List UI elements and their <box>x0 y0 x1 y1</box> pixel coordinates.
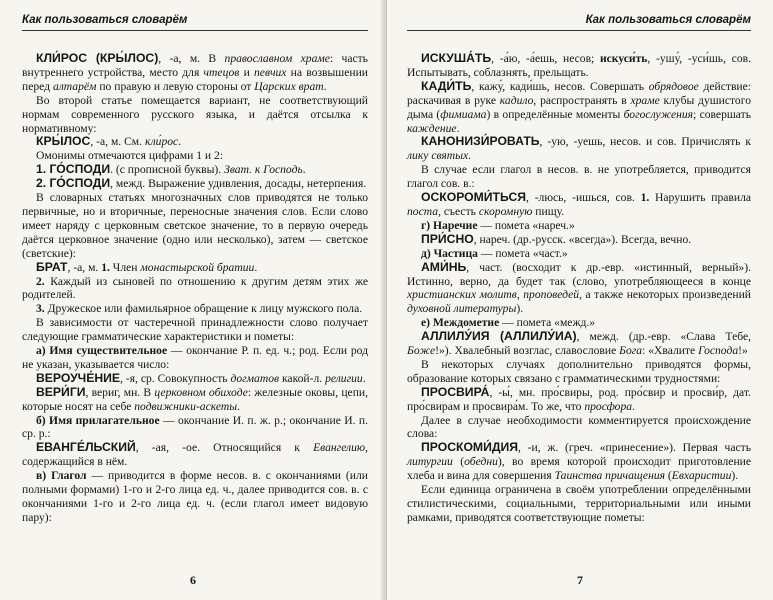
paragraph: В зависимости от частеречной принадлежности слово получает следующие грамматические характеристики и пометы: <box>22 316 368 344</box>
left-page-text <box>22 52 368 525</box>
running-header-right: Как пользоваться словарём <box>407 10 751 31</box>
entry-kanonizirovat: КАНОНИЗИ́РОВАТЬ, -ую, -уешь, несов. и сов. Причислять к лику святых. <box>407 134 751 163</box>
paragraph: Омонимы отмечаются цифрами 1 и 2: <box>36 149 224 163</box>
page-number-right: 7 <box>577 573 583 587</box>
paragraph: Во второй статье помещается вариант, не соответствующий нормам современного русского языка, и даётся отсылка к нормативному: <box>22 93 368 135</box>
entry-alliluiya: АЛЛИЛУ́ИЯ (АЛЛИЛУ́ИА), межд. (др.-евр. «Слава Тебе, Боже!»). Хвалебный возглас, славословие Бога: «Хвалите Господа!» <box>407 329 752 358</box>
entry-veroucheniye: ВЕРОУЧЕ́НИЕ, -я, ср. Совокупность догматов какой-л. религии. <box>36 370 366 385</box>
entry-prosvira: ПРОСВИРА́, -ы́, мн. про́свиры, род. про́свир и просви́р, дат. про́свирам и просвира́м. То же, что просфора. <box>407 384 751 413</box>
entry-proskomidiya: ПРОСКОМИ́ДИЯ, -и, ж. (греч. «принесение»). Первая часть литургии (обедни), во время которой происходит приготовление хлеба и вина для совершения Таинства причащения (Евхаристии). <box>407 440 751 483</box>
pos-interjection: е) Междометие — помета «межд.» <box>421 316 596 330</box>
right-page-text <box>407 52 751 525</box>
paragraph: В некоторых случаях дополнительно приводятся формы, образование которых связано с грамматическими трудностями: <box>407 357 751 385</box>
paragraph: В словарных статьях многозначных слов приводятся не только первичные, но и вторичные, переносные значения слов. Если слово имеет наряду с церковным светское значение, то в первую очередь даётся церковное значение (одно или несколько), затем — светское (светские): <box>22 191 368 260</box>
entry-amin: АМИ́НЬ, част. (восходит к др.-евр. «истинный, верный»). Истинно, верно, да будет так (слово, употребляющееся в конце христианских молитв, проповедей, а также некоторых произведений духовной литературы). <box>407 259 751 316</box>
entry-brat-sense-3: 3. Дружеское или фамильярное обращение к лицу мужского пола. <box>36 302 363 316</box>
pos-adjective: б) Имя прилагательное — окончание И. п. ж. р.; окончание И. п. ср. р.: <box>22 413 368 441</box>
pos-verb: в) Глагол — приводится в форме несов. в. с окончаниями (или полными формами) 1-го и 2-го лица ед. ч., далее приводится сов. в. с окончаниями 1-го и 2-го лица ед. ч. (если глагол имеет видовую пару): <box>22 469 368 524</box>
right-page <box>387 0 773 600</box>
page-number-left: 6 <box>190 573 196 587</box>
entry-verigi: ВЕРИ́ГИ, вериг, мн. В церковном обиходе: железные оковы, цепи, которые носят на себе подвижники-аскеты. <box>22 384 368 413</box>
entry-gospodi-2: 2. ГО́СПОДИ, межд. Выражение удивления, досады, нетерпения. <box>36 176 367 191</box>
entry-brat-sense-2: 2. Каждый из сыновей по отношению к другим детям этих же родителей. <box>22 274 368 302</box>
entry-krylos: КРЫ́ЛОС, -а, м. См. кли́рос. <box>36 134 182 149</box>
pos-noun: а) Имя существительное — окончание Р. п. ед. ч.; род. Если род не указан, указывается число: <box>22 344 368 371</box>
paragraph: Далее в случае необходимости комментируется происхождение слова: <box>407 413 751 441</box>
entry-prisno: ПРИ́СНО, нареч. (др.-русск. «всегда»). Всегда, вечно. <box>421 231 692 246</box>
pos-adverb: г) Наречие — помета «нареч.» <box>421 218 575 232</box>
pos-particle: д) Частица — помета «част.» <box>421 246 568 260</box>
running-header-left: Как пользоваться словарём <box>22 10 368 31</box>
entry-iskushat: ИСКУША́ТЬ, -а́ю, -а́ешь, несов; искуси́ть, -ушу́, -уси́шь, сов. Испытывать, соблазнять, прельщать. <box>407 51 751 79</box>
entry-kadit: КАДИ́ТЬ, кажу́, кади́шь, несов. Совершать обрядовое действие: раскачивая в руке кадило, распространять в храме клубы душистого дыма (фимиама) в определённые моменты богослужения; совершать каждение. <box>407 78 751 135</box>
entry-brat: БРАТ, -а, м. 1. Член монастырской братии. <box>36 259 258 274</box>
left-page <box>0 0 386 600</box>
entry-gospodi-1: 1. ГО́СПОДИ. (с прописной буквы). Зват. к Господь. <box>36 162 306 177</box>
paragraph: Если единица ограничена в своём употреблении определёнными стилистическими, социальными, территориальными или иными рамками, приводятся соответствующие пометы: <box>407 483 751 524</box>
entry-oskoromitsya: ОСКОРОМИ́ТЬСЯ, -люсь, -ишься, сов. 1. Нарушить правила поста, съесть скоромную пищу. <box>407 190 751 218</box>
entry-kliros: КЛИ́РОС (КРЫ́ЛОС), -а, м. В православном храме: часть внутреннего устройства, место для чтецов и певчих на возвышении перед алтарём по правую и левую стороны от Царских врат. <box>22 51 368 93</box>
paragraph: В случае если глагол в несов. в. не употребляется, приводится глагол сов. в.: <box>407 163 751 191</box>
entry-evangelskiy: ЕВАНГЕ́ЛЬСКИЙ, -ая, -ое. Относящийся к Евангелию, содержащийся в нём. <box>22 440 368 469</box>
